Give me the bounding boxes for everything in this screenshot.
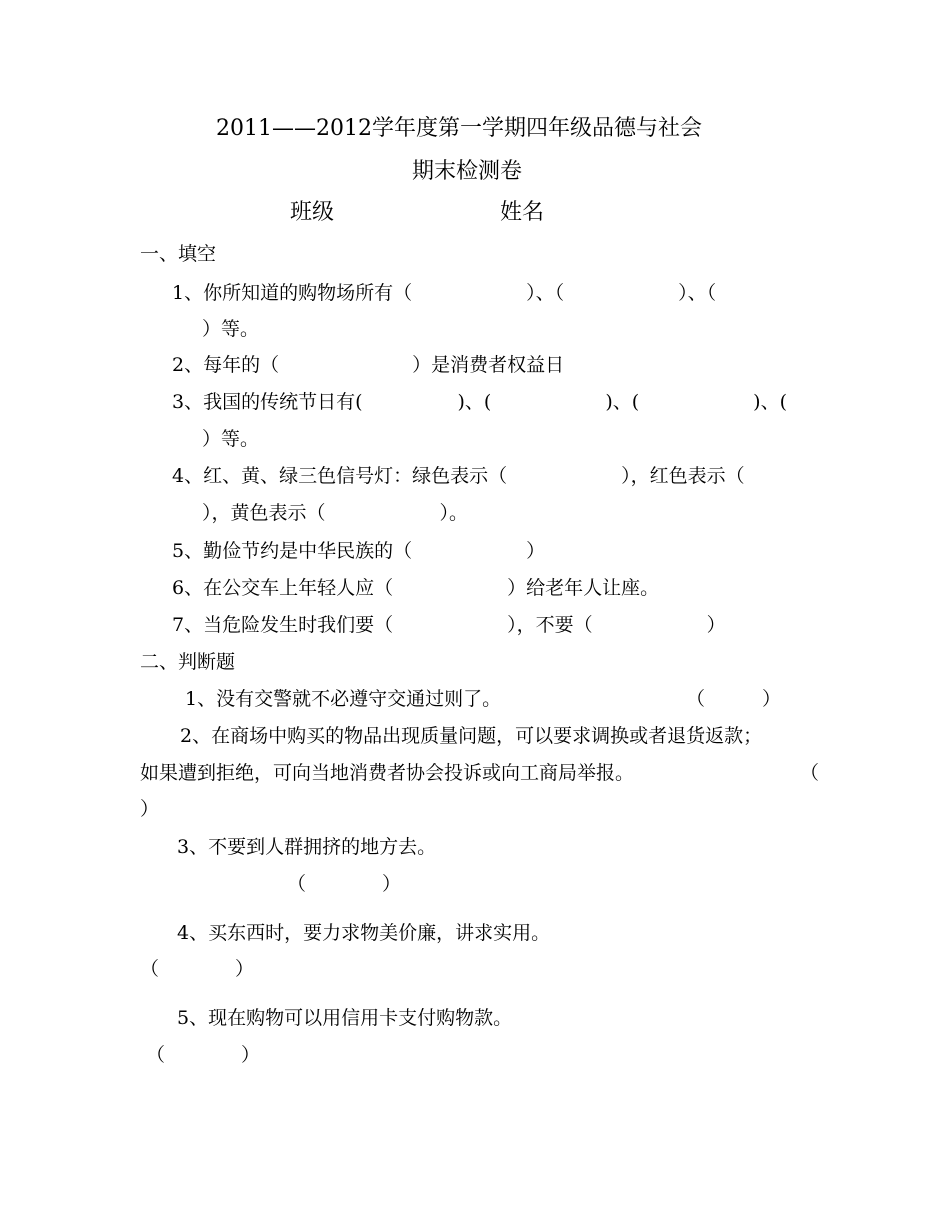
true-false-q2-answer-close: ） [140, 798, 160, 820]
page-subtitle: 期末检测卷 [412, 159, 523, 184]
page-title: 2011——2012学年度第一学期四年级品德与社会 [216, 116, 702, 141]
fill-blank-q1: 1、你所知道的购物场所有（ ）、（ ）、（ [172, 282, 717, 304]
section-heading-fill-blank: 一、填空 [140, 243, 217, 265]
fill-blank-q6: 6、在公交车上年轻人应（ ）给老年人让座。 [172, 577, 660, 599]
name-label: 姓名 [500, 200, 545, 225]
section-heading-true-false: 二、判断题 [140, 651, 236, 673]
true-false-q4: 4、买东西时，要力求物美价廉，讲求实用。 [177, 922, 551, 944]
fill-blank-q5: 5、勤俭节约是中华民族的（ ） [172, 540, 546, 562]
fill-blank-q1-cont: ）等。 [202, 318, 260, 340]
true-false-q3: 3、不要到人群拥挤的地方去。 [177, 836, 437, 858]
fill-blank-q3: 3、我国的传统节日有( )、( )、( )、( [172, 391, 787, 413]
true-false-q4-answer-blank: （ ） [140, 958, 255, 980]
fill-blank-q7: 7、当危险发生时我们要（ ），不要（ ） [172, 614, 726, 636]
true-false-q2-cont: 如果遭到拒绝，可向当地消费者协会投诉或向工商局举报。 [140, 762, 635, 784]
true-false-q2: 2、在商场中购买的物品出现质量问题，可以要求调换或者退货返款； [180, 725, 763, 747]
true-false-q5-answer-blank: （ ） [146, 1044, 261, 1066]
fill-blank-q3-cont: ）等。 [202, 428, 260, 450]
true-false-q3-answer-blank: （ ） [287, 873, 402, 895]
true-false-q1: 1、没有交警就不必遵守交通过则了。 [185, 688, 502, 710]
fill-blank-q4-cont: ），黄色表示（ ）。 [202, 502, 469, 524]
fill-blank-q2: 2、每年的（ ）是消费者权益日 [172, 354, 565, 376]
class-label: 班级 [290, 200, 335, 225]
true-false-q2-answer-open: （ [800, 762, 820, 784]
true-false-q1-answer-blank: （ ） [686, 688, 782, 710]
fill-blank-q4: 4、红、黄、绿三色信号灯：绿色表示（ ），红色表示（ [172, 465, 745, 487]
true-false-q5: 5、现在购物可以用信用卡支付购物款。 [177, 1007, 513, 1029]
